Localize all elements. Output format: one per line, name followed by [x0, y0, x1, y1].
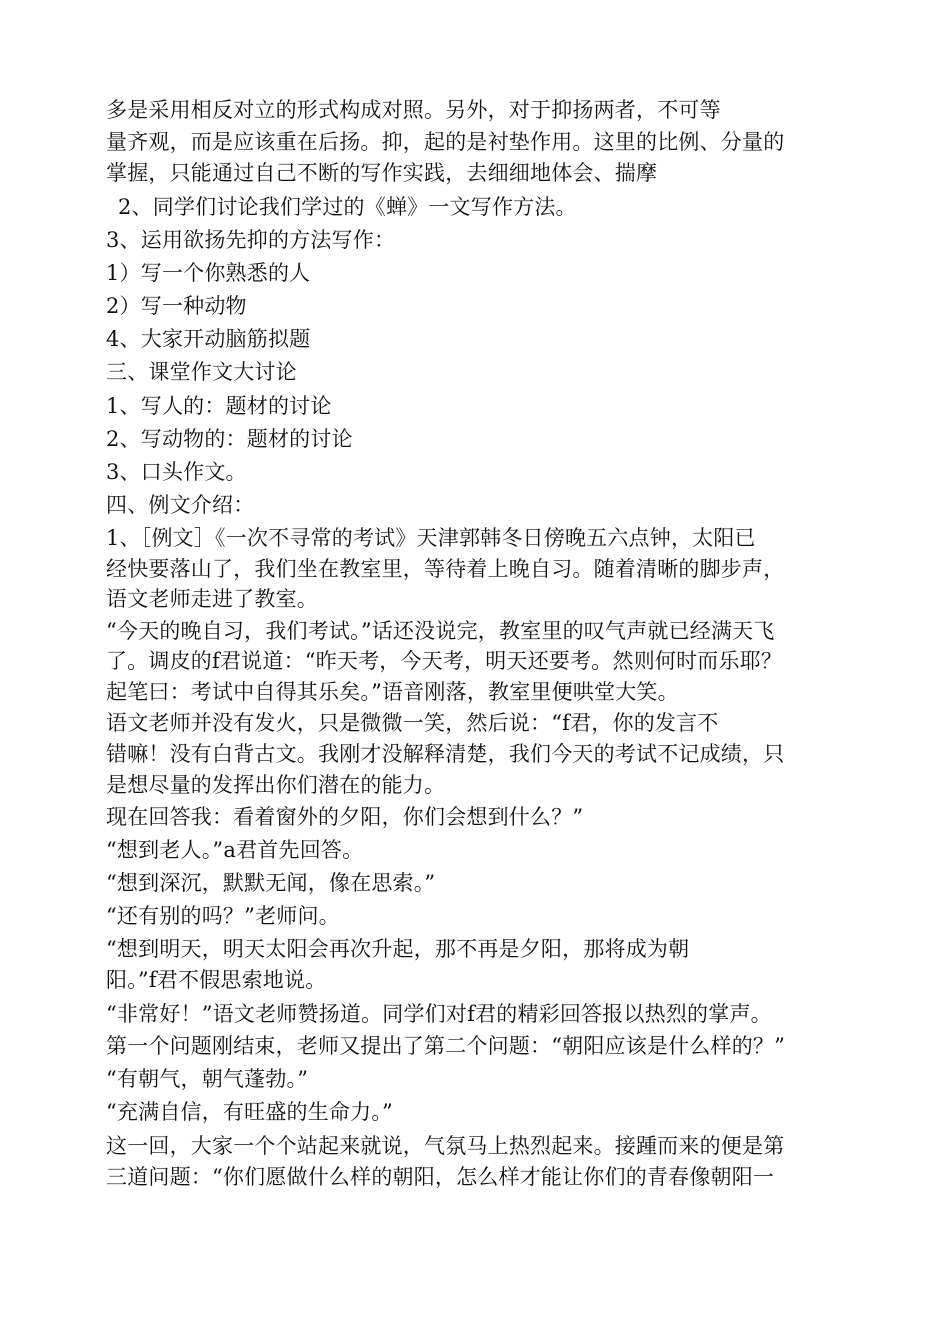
text-line: 1、［例文］《一次不寻常的考试》天津郭韩冬日傍晚五六点钟，太阳已 [106, 526, 756, 550]
text-line: 经快要落山了，我们坐在教室里，等待着上晚自习。随着清晰的脚步声， [106, 557, 785, 581]
text-line: “想到深沉，默默无闻，像在思索。” [106, 871, 436, 895]
text-line: “想到老人。”a君首先回答。 [106, 838, 364, 862]
text-line: 量齐观，而是应该重在后扬。抑，起的是衬垫作用。这里的比例、分量的 [106, 130, 785, 154]
text-line: 语文老师走进了教室。 [106, 587, 318, 611]
text-line: 3、运用欲扬先抑的方法写作： [106, 228, 396, 252]
text-line: 三道问题：“你们愿做什么样的朝阳，怎么样才能让你们的青春像朝阳一 [106, 1165, 775, 1189]
text-line: 2）写一种动物 [106, 294, 247, 318]
text-line: 3、口头作文。 [106, 460, 247, 484]
text-line: 是想尽量的发挥出你们潜在的能力。 [106, 773, 446, 797]
text-line: “还有别的吗？”老师问。 [106, 904, 340, 928]
text-line: 起笔曰：考试中自得其乐矣。”语音刚落，教室里便哄堂大笑。 [106, 680, 679, 704]
text-line: “有朝气，朝气蓬勃。” [106, 1067, 309, 1091]
section-heading: 三、课堂作文大讨论 [106, 360, 297, 384]
text-line: “想到明天，明天太阳会再次升起，那不再是夕阳，那将成为朝 [106, 937, 690, 961]
text-line: 第一个问题刚结束，老师又提出了第二个问题：“朝阳应该是什么样的？” [106, 1034, 786, 1058]
text-line: 现在回答我：看着窗外的夕阳，你们会想到什么？” [106, 805, 584, 829]
text-line: “非常好！”语文老师赞扬道。同学们对f君的精彩回答报以热烈的掌声。 [106, 1002, 772, 1026]
text-line: 2、写动物的：题材的讨论 [106, 427, 353, 451]
text-line: “今天的晚自习，我们考试。”话还没说完，教室里的叹气声就已经满天飞 [106, 619, 775, 643]
text-line: 1）写一个你熟悉的人 [106, 261, 311, 285]
text-line: 掌握，只能通过自己不断的写作实践，去细细地体会、揣摩 [106, 161, 658, 185]
text-line: 4、大家开动脑筋拟题 [106, 327, 311, 351]
text-line: 1、写人的：题材的讨论 [106, 394, 332, 418]
text-line: 2、同学们讨论我们学过的《蝉》一文写作方法。 [118, 195, 577, 219]
text-line: 这一回，大家一个个站起来就说，气氛马上热烈起来。接踵而来的便是第 [106, 1134, 785, 1158]
text-line: 了。调皮的f君说道：“昨天考，今天考，明天还要考。然则何时而乐耶？ [106, 649, 783, 673]
section-heading: 四、例文介绍： [106, 493, 255, 517]
text-line: 语文老师并没有发火，只是微微一笑，然后说：“f君，你的发言不 [106, 711, 719, 735]
text-line: 阳。”f君不假思索地说。 [106, 968, 327, 992]
text-line: 多是采用相反对立的形式构成对照。另外，对于抑扬两者，不可等 [106, 98, 721, 122]
text-line: 错嘛！没有白背古文。我刚才没解释清楚，我们今天的考试不记成绩，只 [106, 742, 785, 766]
text-line: “充满自信，有旺盛的生命力。” [106, 1100, 393, 1124]
